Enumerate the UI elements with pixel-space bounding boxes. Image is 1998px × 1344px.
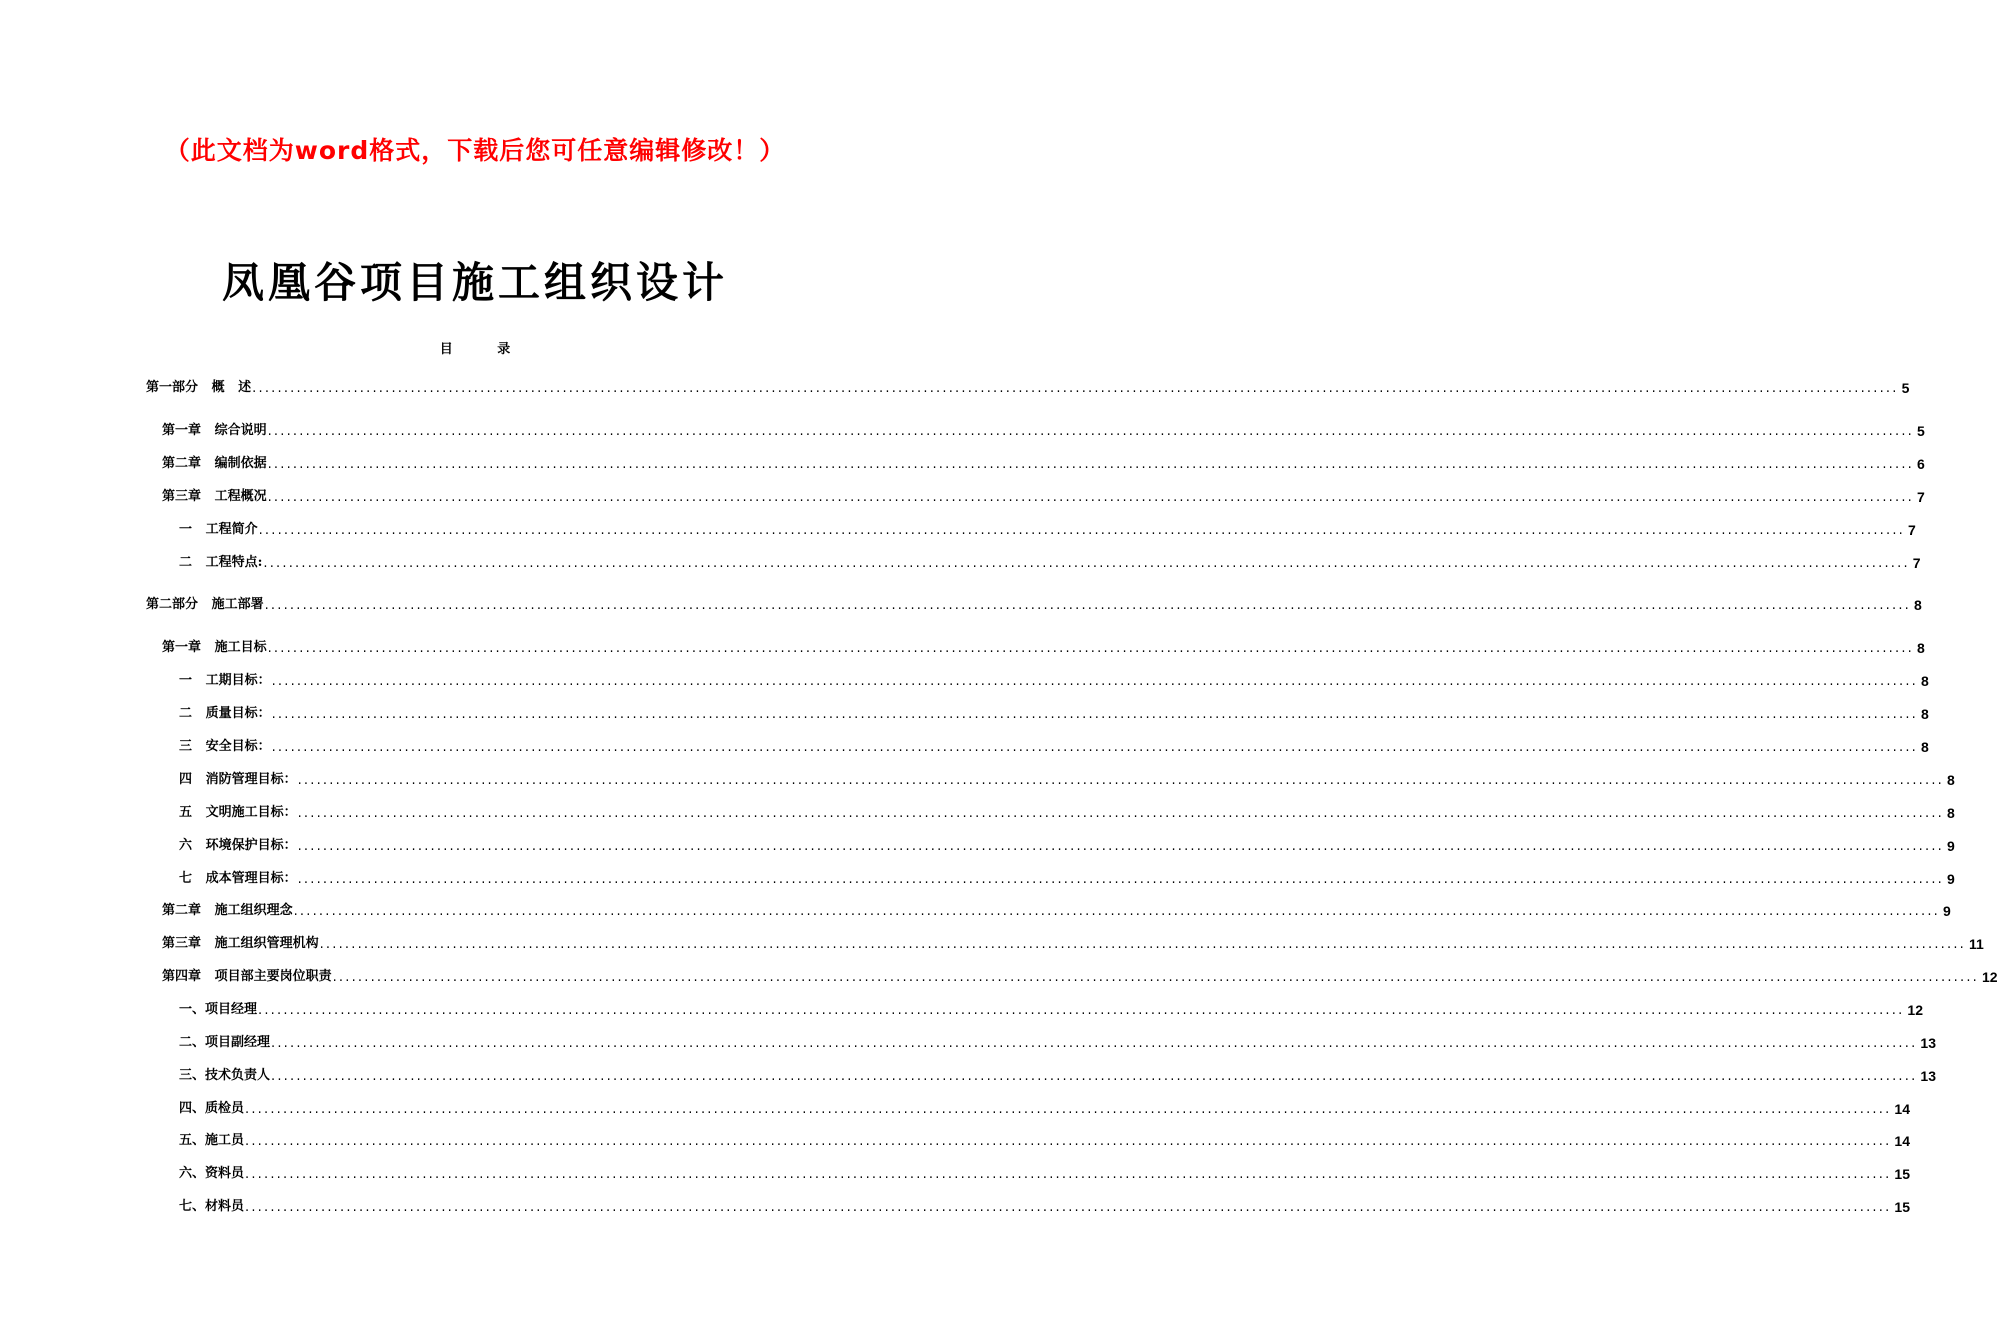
toc-entry-page: 12 bbox=[1907, 1002, 1923, 1018]
toc-entry-page: 7 bbox=[1912, 555, 1921, 571]
toc-entry-page: 8 bbox=[1920, 673, 1929, 689]
toc-entry-page: 7 bbox=[1907, 522, 1916, 538]
toc-dot-leader: .................................................................................................................................................................................................................................................................... bbox=[245, 1200, 1892, 1215]
toc-dot-leader: .................................................................................................................................................................................................................................................................... bbox=[271, 674, 1918, 689]
toc-entry[interactable] bbox=[146, 638, 1925, 658]
toc-dot-leader: .................................................................................................................................................................................................................................................................... bbox=[293, 904, 1940, 919]
toc-entry-page: 12 bbox=[1981, 969, 1998, 985]
toc-entry-page: 13 bbox=[1920, 1068, 1936, 1084]
toc-entry-page: 15 bbox=[1894, 1199, 1910, 1215]
toc-entry-label: 七 成本管理目标： bbox=[179, 871, 297, 886]
toc-entry-label: 第三章 施工组织管理机构 bbox=[162, 936, 319, 951]
toc-entry[interactable] bbox=[146, 1066, 1936, 1086]
toc-dot-leader: .................................................................................................................................................................................................................................................................... bbox=[297, 839, 1944, 854]
toc-entry-label: 六 环境保护目标： bbox=[179, 838, 297, 853]
toc-entry[interactable] bbox=[146, 421, 1925, 441]
toc-dot-leader: .................................................................................................................................................................................................................................................................... bbox=[245, 1134, 1892, 1149]
toc-entry[interactable] bbox=[146, 378, 1910, 398]
toc-dot-leader: .................................................................................................................................................................................................................................................................... bbox=[297, 872, 1944, 887]
toc-entry-label: 二、项目副经理 bbox=[179, 1035, 271, 1050]
toc-entry-label: 一、项目经理 bbox=[179, 1002, 258, 1017]
toc-entry-page: 8 bbox=[1946, 772, 1955, 788]
toc-entry-page: 15 bbox=[1894, 1166, 1910, 1182]
toc-entry[interactable] bbox=[146, 934, 1984, 954]
toc-entry[interactable] bbox=[146, 520, 1916, 540]
toc-entry[interactable] bbox=[146, 1000, 1923, 1020]
toc-entry-page: 13 bbox=[1920, 1035, 1936, 1051]
toc-entry-label: 第一部分 概 述 bbox=[146, 380, 252, 395]
toc-dot-leader: .................................................................................................................................................................................................................................................................... bbox=[245, 1102, 1892, 1117]
toc-dot-leader: .................................................................................................................................................................................................................................................................... bbox=[271, 740, 1918, 755]
toc-heading: 目 录 bbox=[439, 342, 511, 357]
toc-entry-label: 二 质量目标： bbox=[179, 706, 271, 721]
toc-entry-page: 5 bbox=[1901, 380, 1910, 396]
toc-entry[interactable] bbox=[146, 803, 1955, 823]
toc-dot-leader: .................................................................................................................................................................................................................................................................... bbox=[258, 523, 1905, 538]
toc-entry-page: 8 bbox=[1916, 640, 1925, 656]
toc-entry-page: 6 bbox=[1916, 456, 1925, 472]
toc-entry-page: 9 bbox=[1946, 871, 1955, 887]
toc-entry[interactable] bbox=[146, 901, 1951, 921]
toc-entry[interactable] bbox=[146, 836, 1955, 856]
toc-entry-page: 9 bbox=[1946, 838, 1955, 854]
toc-entry[interactable] bbox=[146, 454, 1925, 474]
toc-dot-leader: .................................................................................................................................................................................................................................................................... bbox=[252, 381, 1899, 396]
toc-dot-leader: .................................................................................................................................................................................................................................................................... bbox=[319, 937, 1966, 952]
toc-entry-page: 5 bbox=[1916, 423, 1925, 439]
format-notice: （此文档为word格式，下载后您可任意编辑修改！） bbox=[164, 136, 786, 165]
toc-entry-label: 第二章 编制依据 bbox=[162, 456, 267, 471]
toc-entry-page: 14 bbox=[1894, 1101, 1910, 1117]
toc-entry-label: 一 工期目标： bbox=[179, 673, 271, 688]
toc-entry[interactable] bbox=[146, 1164, 1910, 1184]
toc-entry-label: 七、材料员 bbox=[179, 1199, 245, 1214]
toc-entry[interactable] bbox=[146, 967, 1998, 987]
toc-entry-label: 五、施工员 bbox=[179, 1133, 245, 1148]
toc-entry-page: 7 bbox=[1916, 489, 1925, 505]
toc-dot-leader: .................................................................................................................................................................................................................................................................... bbox=[271, 1069, 1918, 1084]
toc-entry[interactable] bbox=[146, 1033, 1936, 1053]
toc-entry-label: 第二章 施工组织理念 bbox=[162, 903, 293, 918]
toc-entry[interactable] bbox=[146, 869, 1955, 889]
toc-entry-label: 第四章 项目部主要岗位职责 bbox=[162, 969, 332, 984]
toc-entry-label: 五 文明施工目标： bbox=[179, 805, 297, 820]
toc-entry[interactable] bbox=[146, 595, 1922, 615]
toc-dot-leader: .................................................................................................................................................................................................................................................................... bbox=[271, 707, 1918, 722]
toc-entry-page: 8 bbox=[1913, 597, 1922, 613]
toc-dot-leader: .................................................................................................................................................................................................................................................................... bbox=[332, 970, 1979, 985]
document-title: 凤凰谷项目施工组织设计 bbox=[221, 258, 728, 307]
toc-dot-leader: .................................................................................................................................................................................................................................................................... bbox=[267, 457, 1914, 472]
toc-entry-page: 8 bbox=[1946, 805, 1955, 821]
toc-entry-label: 二 工程特点: bbox=[179, 555, 263, 570]
toc-dot-leader: .................................................................................................................................................................................................................................................................... bbox=[264, 598, 1911, 613]
toc-dot-leader: .................................................................................................................................................................................................................................................................... bbox=[258, 1003, 1905, 1018]
toc-entry-label: 第一章 施工目标 bbox=[162, 640, 267, 655]
toc-entry[interactable] bbox=[146, 704, 1929, 724]
toc-entry[interactable] bbox=[146, 553, 1921, 573]
toc-entry[interactable] bbox=[146, 737, 1929, 757]
toc-entry[interactable] bbox=[146, 487, 1925, 507]
toc-entry-label: 第二部分 施工部署 bbox=[146, 597, 264, 612]
toc-entry-page: 8 bbox=[1920, 739, 1929, 755]
toc-dot-leader: .................................................................................................................................................................................................................................................................... bbox=[263, 556, 1910, 571]
toc-entry-label: 四 消防管理目标： bbox=[179, 772, 297, 787]
toc-dot-leader: .................................................................................................................................................................................................................................................................... bbox=[267, 424, 1914, 439]
toc-entry[interactable] bbox=[146, 1131, 1910, 1151]
toc-dot-leader: .................................................................................................................................................................................................................................................................... bbox=[267, 641, 1914, 656]
toc-entry-label: 四、质检员 bbox=[179, 1101, 245, 1116]
toc-entry-label: 六、资料员 bbox=[179, 1166, 245, 1181]
toc-entry-label: 第三章 工程概况 bbox=[162, 489, 267, 504]
toc-dot-leader: .................................................................................................................................................................................................................................................................... bbox=[297, 773, 1944, 788]
toc-entry-page: 9 bbox=[1942, 903, 1951, 919]
toc-entry[interactable] bbox=[146, 770, 1955, 790]
toc-entry[interactable] bbox=[146, 1099, 1910, 1119]
toc-entry-label: 三、技术负责人 bbox=[179, 1068, 271, 1083]
toc-entry-page: 14 bbox=[1894, 1133, 1910, 1149]
toc-entry[interactable] bbox=[146, 1197, 1910, 1217]
toc-entry-page: 11 bbox=[1968, 936, 1984, 952]
toc-dot-leader: .................................................................................................................................................................................................................................................................... bbox=[267, 490, 1914, 505]
toc-entry-label: 一 工程简介 bbox=[179, 522, 258, 537]
toc-entry[interactable] bbox=[146, 671, 1929, 691]
toc-entry-label: 第一章 综合说明 bbox=[162, 423, 267, 438]
toc-entry-page: 8 bbox=[1920, 706, 1929, 722]
toc-dot-leader: .................................................................................................................................................................................................................................................................... bbox=[271, 1036, 1918, 1051]
toc-entry-label: 三 安全目标： bbox=[179, 739, 271, 754]
toc-dot-leader: .................................................................................................................................................................................................................................................................... bbox=[297, 806, 1944, 821]
toc-dot-leader: .................................................................................................................................................................................................................................................................... bbox=[245, 1167, 1892, 1182]
